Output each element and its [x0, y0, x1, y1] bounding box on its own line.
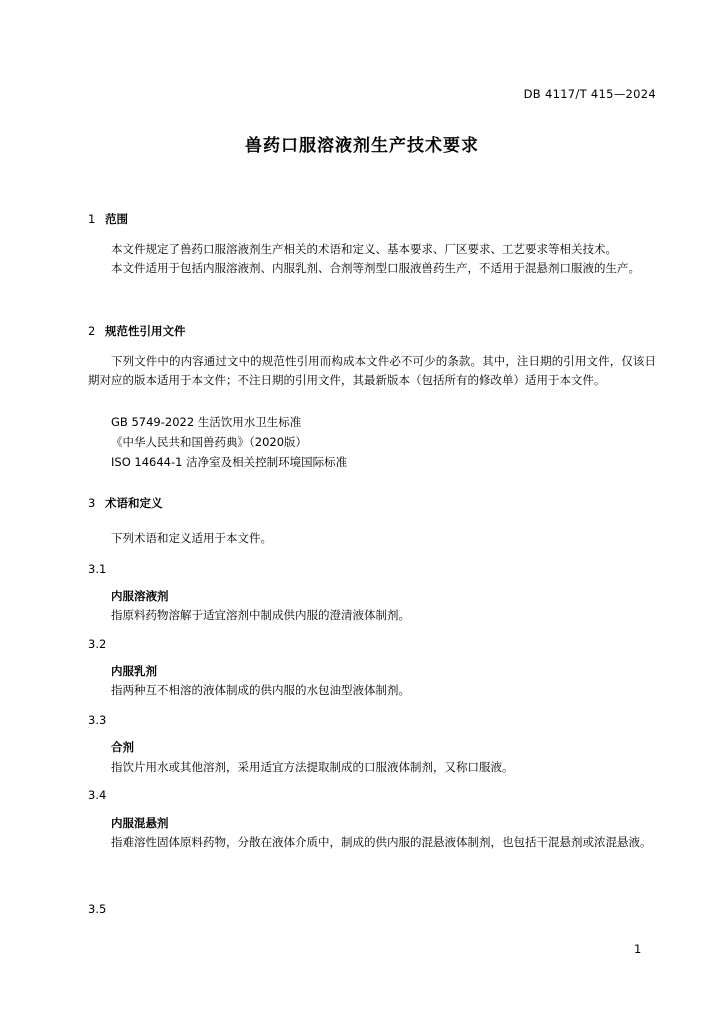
page-title: 兽药口服溶液剂生产技术要求 [245, 136, 479, 156]
term-name: 内服乳剂 [111, 664, 157, 678]
term-definition: 指难溶性固体原料药物，分散在液体介质中，制成的供内服的混悬液体制剂，也包括干混悬剂或浓混悬液。 [111, 835, 652, 849]
section-heading-terms-definitions [88, 495, 163, 511]
term-definition: 指两种互不相溶的液体制成的供内服的水包油型液体制剂。 [111, 683, 410, 697]
paragraph: 本文件规定了兽药口服溶液剂生产相关的术语和定义、基本要求、厂区要求、工艺要求等相关技术。 [111, 242, 617, 256]
reference-item: ISO 14644-1 洁净室及相关控制环境国际标准 [111, 455, 348, 469]
term-name: 内服溶液剂 [111, 589, 169, 603]
standard-number: DB 4117/T 415—2024 [523, 87, 656, 101]
section-number: 1 [88, 212, 96, 226]
section-heading-normative-references [88, 323, 186, 339]
term-definition: 指原料药物溶解于适宜溶剂中制成供内服的澄清液体制剂。 [111, 608, 410, 622]
term-number: 3.4 [88, 788, 107, 802]
section-number: 2 [88, 324, 96, 338]
term-name: 内服混悬剂 [111, 816, 169, 830]
section-title: 范围 [105, 212, 128, 226]
section-title: 术语和定义 [105, 496, 163, 510]
term-number: 3.1 [88, 562, 107, 576]
paragraph: 本文件适用于包括内服溶液剂、内服乳剂、合剂等剂型口服液兽药生产，不适用于混悬剂口服液的生产。 [111, 261, 640, 275]
page-number: 1 [634, 942, 642, 956]
section-number: 3 [88, 496, 96, 510]
term-number: 3.3 [88, 713, 107, 727]
term-number: 3.5 [88, 902, 107, 916]
reference-item: GB 5749-2022 生活饮用水卫生标准 [111, 415, 302, 429]
reference-item: 《中华人民共和国兽药典》（2020版） [111, 435, 308, 449]
section-title: 规范性引用文件 [105, 324, 186, 338]
section-heading-scope [88, 211, 128, 227]
term-number: 3.2 [88, 637, 107, 651]
paragraph: 下列文件中的内容通过文中的规范性引用而构成本文件必不可少的条款。其中，注日期的引用文件，仅该日期对应的版本适用于本文件；不注日期的引用文件，其最新版本（包括所有的修改单）适用于本文件。 [88, 354, 656, 387]
paragraph: 下列术语和定义适用于本文件。 [111, 531, 272, 545]
term-definition: 指饮片用水或其他溶剂，采用适宜方法提取制成的口服液体制剂，又称口服液。 [111, 760, 514, 774]
term-name: 合剂 [111, 740, 134, 754]
